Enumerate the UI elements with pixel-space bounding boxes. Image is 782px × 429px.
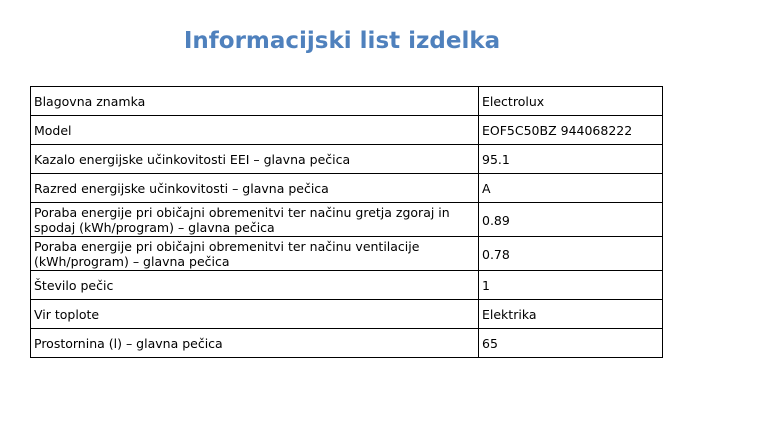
row-value: 65 <box>479 329 663 358</box>
row-label: Poraba energije pri običajni obremenitvi ter načinu ventilacije (kWh/program) – glavna pečica <box>31 237 479 271</box>
product-info-table <box>30 86 663 358</box>
row-label: Model <box>31 116 479 145</box>
table-row <box>31 271 663 300</box>
row-value: 0.78 <box>479 237 663 271</box>
table-row <box>31 300 663 329</box>
table-row <box>31 203 663 237</box>
row-label: Poraba energije pri običajni obremenitvi ter načinu gretja zgoraj in spodaj (kWh/program) – glavna pečica <box>31 203 479 237</box>
row-value: 95.1 <box>479 145 663 174</box>
row-value: A <box>479 174 663 203</box>
row-value: 1 <box>479 271 663 300</box>
row-value: EOF5C50BZ 944068222 <box>479 116 663 145</box>
page-title: Informacijski list izdelka <box>183 28 501 54</box>
table-row <box>31 174 663 203</box>
row-value: Elektrika <box>479 300 663 329</box>
row-label: Število pečic <box>31 271 479 300</box>
row-label: Razred energijske učinkovitosti – glavna pečica <box>31 174 479 203</box>
row-value: Electrolux <box>479 87 663 116</box>
table-row <box>31 237 663 271</box>
row-value: 0.89 <box>479 203 663 237</box>
table-row <box>31 329 663 358</box>
table-row <box>31 87 663 116</box>
table-row <box>31 116 663 145</box>
row-label: Vir toplote <box>31 300 479 329</box>
row-label: Prostornina (l) – glavna pečica <box>31 329 479 358</box>
table-row <box>31 145 663 174</box>
row-label: Kazalo energijske učinkovitosti EEI – glavna pečica <box>31 145 479 174</box>
row-label: Blagovna znamka <box>31 87 479 116</box>
